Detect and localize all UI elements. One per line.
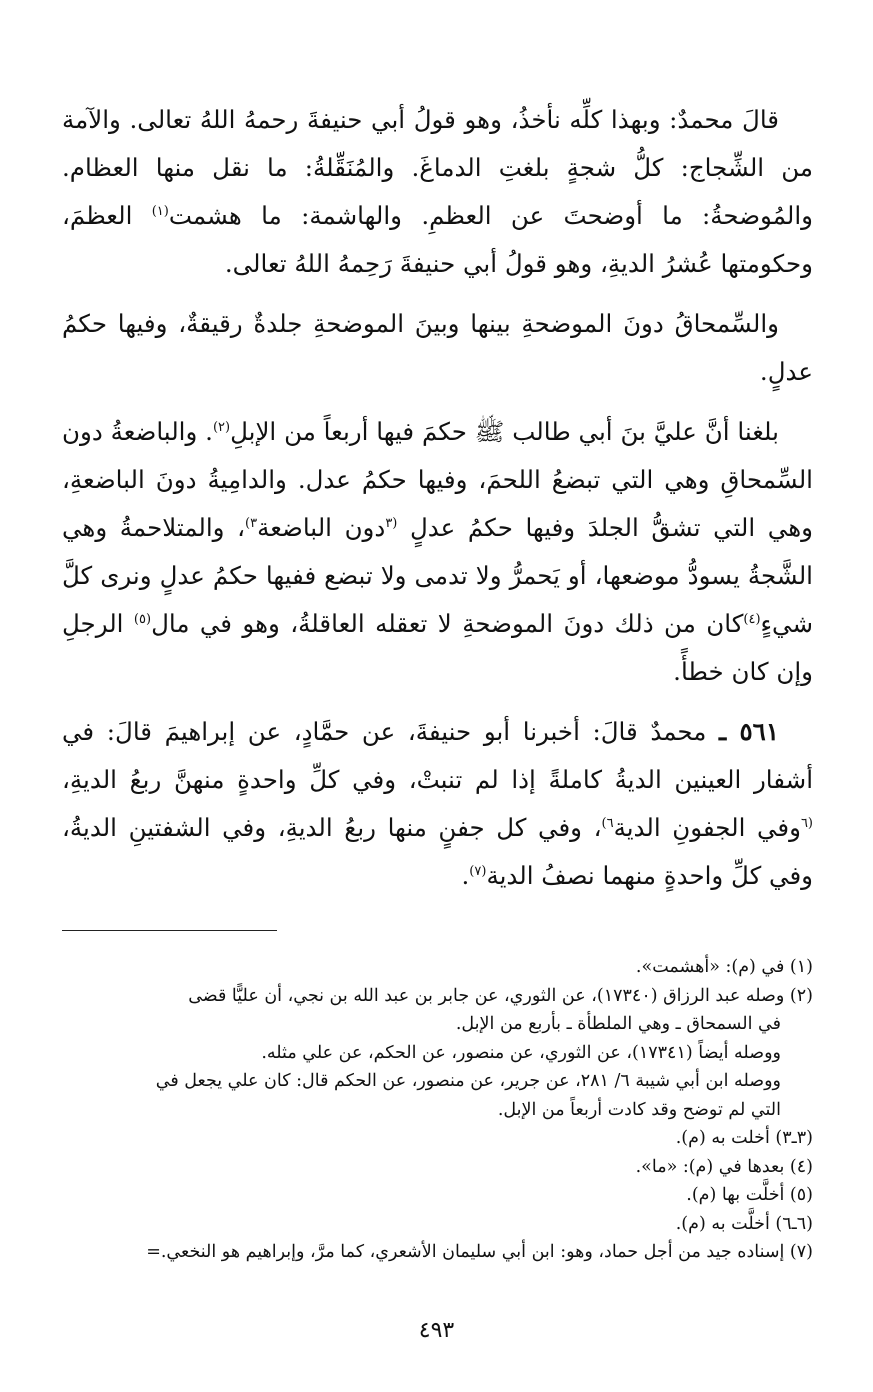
footnote-ref-2[interactable]: (٢) xyxy=(212,419,231,435)
paragraph-3-text-e: كان من ذلك دونَ الموضحةِ لا تعقله العاقلةُ، وهو في مال xyxy=(151,609,744,638)
footnote-ref-1[interactable]: (١) xyxy=(151,203,169,219)
footnote-ref-4[interactable]: (٤) xyxy=(743,611,761,627)
paragraph-3 xyxy=(62,408,813,696)
footnote-2-line-3: ووصله أيضاً (١٧٣٤١)، عن الثوري، عن منصور، عن الحكم، عن علي مثله. xyxy=(261,1042,781,1063)
page-number: ٤٩٣ xyxy=(418,1318,455,1343)
footnote-2-line-1: (٢) وصله عبد الرزاق (١٧٣٤٠)، عن الثوري، عن جابر بن عبد الله بن نجي، أن عليًّا قضى xyxy=(188,985,813,1006)
footnote-2-line-5: التي لم توضح وقد كادت أربعاً من الإبل. xyxy=(497,1099,781,1120)
paragraph-3-text-b: . والباضعةُ دون السِّمحاقِ وهي التي تبضعُ اللحمَ، وفيها حكمُ عدل. والدامِيةُ دونَ الباضعةِ، وهي التي تشقُّ الجلدَ وفيها حكمُ عدلٍ xyxy=(62,417,813,542)
paragraph-1-text-b: العظمَ، وحكومتها عُشرُ الديةِ، وهو قولُ أبي حنيفةَ رَحِمهُ اللهُ تعالى. xyxy=(62,201,813,278)
footnote-1: (١) في (م): «أهشمت». xyxy=(635,957,813,977)
paragraph-4-text-b: وفي الجفونِ الدية xyxy=(613,813,801,842)
footnote-ref-6-open[interactable]: (٦ xyxy=(800,815,813,831)
paragraph-4-text-a: محمدٌ قالَ: أخبرنا أبو حنيفةَ، عن حمَّادٍ، عن إبراهيمَ قالَ: في أشفار العينين الديةُ كاملةً إذا لم تنبتْ، وفي كلِّ واحدةٍ منهنَّ ربعُ الديةِ، xyxy=(62,717,813,794)
paragraph-1 xyxy=(62,96,813,288)
paragraph-3-text-a: بلغنا أنَّ عليَّ بنَ أبي طالب ﷺ حكمَ فيها أربعاً من الإبلِ xyxy=(230,417,779,446)
paragraph-4-text-c: ، وفي كل جفنٍ منها ربعُ الديةِ، وفي الشفتينِ الديةُ، وفي كلِّ واحدةٍ منهما نصفُ الدية xyxy=(62,813,813,890)
paragraph-4-text-d: . xyxy=(461,861,470,890)
paragraph-1-text-a: قالَ محمدٌ: وبهذا كلِّه نأخذُ، وهو قولُ أبي حنيفةَ رحمهُ اللهُ تعالى. والآمة من الشِّجاج: كلُّ شجةٍ بلغتِ الدماغَ. والمُنَقِّلةُ: ما نقل منها العظام. والمُوضحةُ: ما أوضحتَ عن العظمِ. والهاشمة: ما هشمت xyxy=(62,105,813,230)
footnote-6: (٦ـ٦) أخلَّت به (م). xyxy=(675,1213,813,1234)
paragraph-4 xyxy=(62,708,813,900)
footnote-separator xyxy=(62,930,277,931)
footnote-2-line-2: في السمحاق ـ وهي الملطأة ـ بأربع من الإبل. xyxy=(455,1014,781,1034)
footnote-ref-3-close[interactable]: ٣) xyxy=(245,515,258,531)
paragraph-3-text-c: دون الباضعة xyxy=(257,513,386,542)
footnote-7: (٧) إسناده جيد من أجل حماد، وهو: ابن أبي سليمان الأشعري، كما مرَّ، وإبراهيم هو النخعي.= xyxy=(146,1242,813,1262)
paragraph-3-text-d: ، والمتلاحمةُ وهي الشَّجةُ يسودُّ موضعها، أو يَحمرُّ ولا تدمى ولا تبضع ففيها حكمُ عدلٍ ونرى كلَّ شيءٍ xyxy=(62,513,813,638)
footnote-2-line-4: ووصله ابن أبي شيبة ٦/ ٢٨١، عن جرير، عن منصور، عن الحكم قال: كان علي يجعل في xyxy=(155,1071,781,1091)
footnote-5: (٥) أخلَّت بها (م). xyxy=(686,1185,813,1205)
footnote-ref-5[interactable]: (٥) xyxy=(133,611,152,627)
paragraph-2: والسِّمحاقُ دونَ الموضحةِ بينها وبينَ الموضحةِ جلدةٌ رقيقةٌ، وفيها حكمُ عدلٍ. xyxy=(62,309,813,386)
footnote-4: (٤) بعدها في (م): «ما». xyxy=(635,1156,813,1177)
footnote-3: (٣ـ٣) أخلت به (م). xyxy=(675,1128,813,1148)
footnote-ref-3-open[interactable]: (٣ xyxy=(385,515,398,531)
hadith-number: ٥٦١ ـ xyxy=(718,717,779,746)
footnotes xyxy=(62,953,813,1267)
footnote-ref-6-close[interactable]: ٦) xyxy=(601,815,614,831)
paragraph-3-text-f: الرجلِ وإن كان خطأً. xyxy=(62,609,813,686)
footnote-ref-7[interactable]: (٧) xyxy=(469,863,487,879)
